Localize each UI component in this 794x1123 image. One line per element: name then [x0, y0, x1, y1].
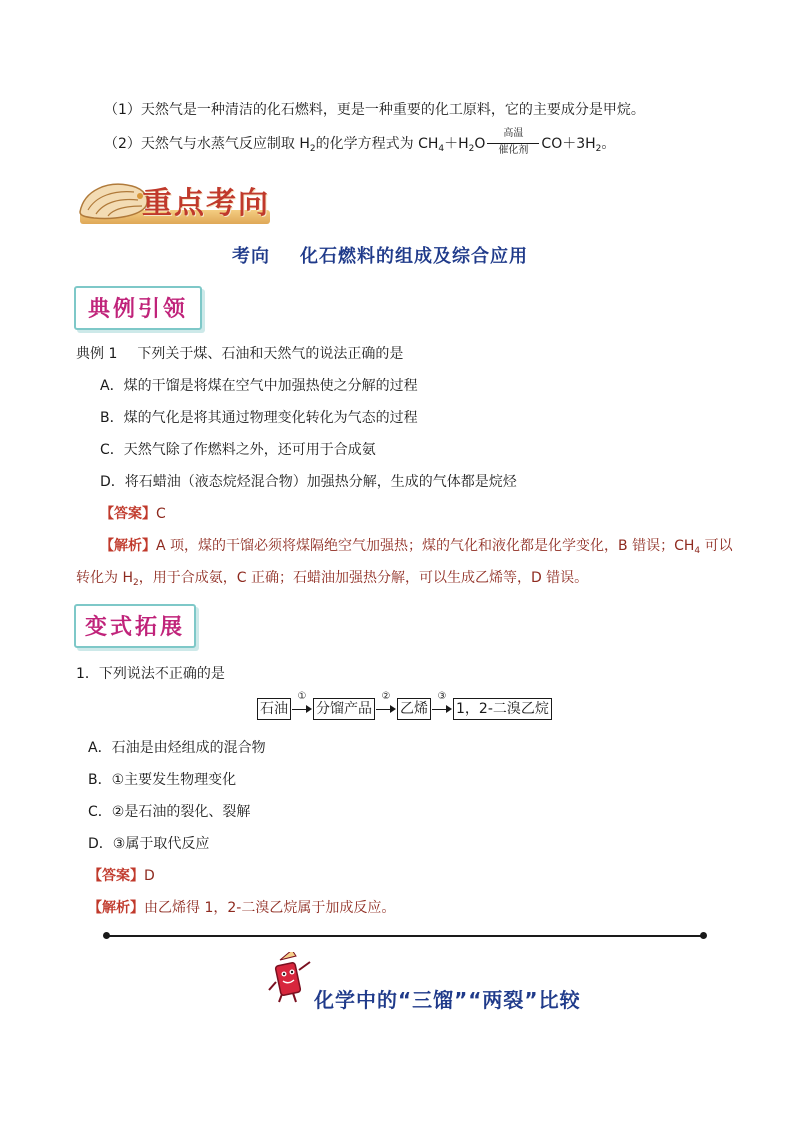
example-option-a: A．煤的干馏是将煤在空气中加强热使之分解的过程: [100, 378, 418, 394]
example-analysis-line1: 【解析】A 项，煤的干馏必须将煤隔绝空气加强热；煤的气化和液化都是化学变化，B 错误；$CH_4$ 可以: [100, 538, 733, 556]
pencil-mascot-icon: [266, 952, 316, 1004]
flow-box-fractions: 分馏产品: [313, 698, 375, 720]
variant-option-c: C．②是石油的裂化、裂解: [88, 804, 251, 820]
flow-box-dibromoethane: 1，2-二溴乙烷: [453, 698, 552, 720]
compare-title: 化学中的“三馏”“两裂”比较: [314, 988, 581, 1012]
variant-option-a: A．石油是由烃组成的混合物: [88, 740, 266, 756]
banner-title: 重点考向: [142, 186, 270, 221]
variant-tag: 变式拓展: [74, 604, 196, 648]
divider-right-dot: [700, 932, 707, 939]
flow-arrow-2: ②: [375, 699, 397, 719]
variant-answer: 【答案】D: [88, 868, 155, 884]
reaction-flow-diagram: [257, 691, 552, 722]
flow-arrow-3: ③: [431, 699, 453, 719]
flow-arrow-1: ①: [291, 699, 313, 719]
intro-item-1: （1）天然气是一种清洁的化石燃料，更是一种重要的化工原料，它的主要成分是甲烷。: [104, 102, 645, 118]
flow-box-petroleum: 石油: [257, 698, 291, 720]
variant-option-b: B．①主要发生物理变化: [88, 772, 237, 788]
intro-item-2: （2）天然气与水蒸气反应制取 $H_2$的化学方程式为 $CH_4+H_2O$ 高温 催化剂 $CO+3H_2$。: [104, 128, 616, 156]
example-question: 典例 1 下列关于煤、石油和天然气的说法正确的是: [76, 346, 404, 362]
reaction-condition-arrow: 高温 催化剂: [487, 134, 539, 154]
example-option-b: B．煤的气化是将其通过物理变化转化为气态的过程: [100, 410, 418, 426]
topic-heading: 考向 化石燃料的组成及综合应用: [232, 246, 528, 267]
example-analysis-line2: 转化为 $H_2$，用于合成氨，C 正确；石蜡油加强热分解，可以生成乙烯等，D 错误。: [76, 570, 589, 588]
variant-option-d: D．③属于取代反应: [88, 836, 210, 852]
example-option-d: D．将石蜡油（液态烷烃混合物）加强热分解，生成的气体都是烷烃: [100, 474, 517, 490]
flow-box-ethylene: 乙烯: [397, 698, 431, 720]
example-tag: 典例引领: [74, 286, 202, 330]
example-answer: 【答案】C: [100, 506, 166, 522]
example-option-c: C．天然气除了作燃料之外，还可用于合成氨: [100, 442, 376, 458]
variant-question: 1．下列说法不正确的是: [76, 666, 225, 682]
section-banner: [74, 170, 270, 228]
section-divider: [106, 935, 704, 937]
variant-analysis: 【解析】由乙烯得 1，2-二溴乙烷属于加成反应。: [88, 900, 396, 916]
